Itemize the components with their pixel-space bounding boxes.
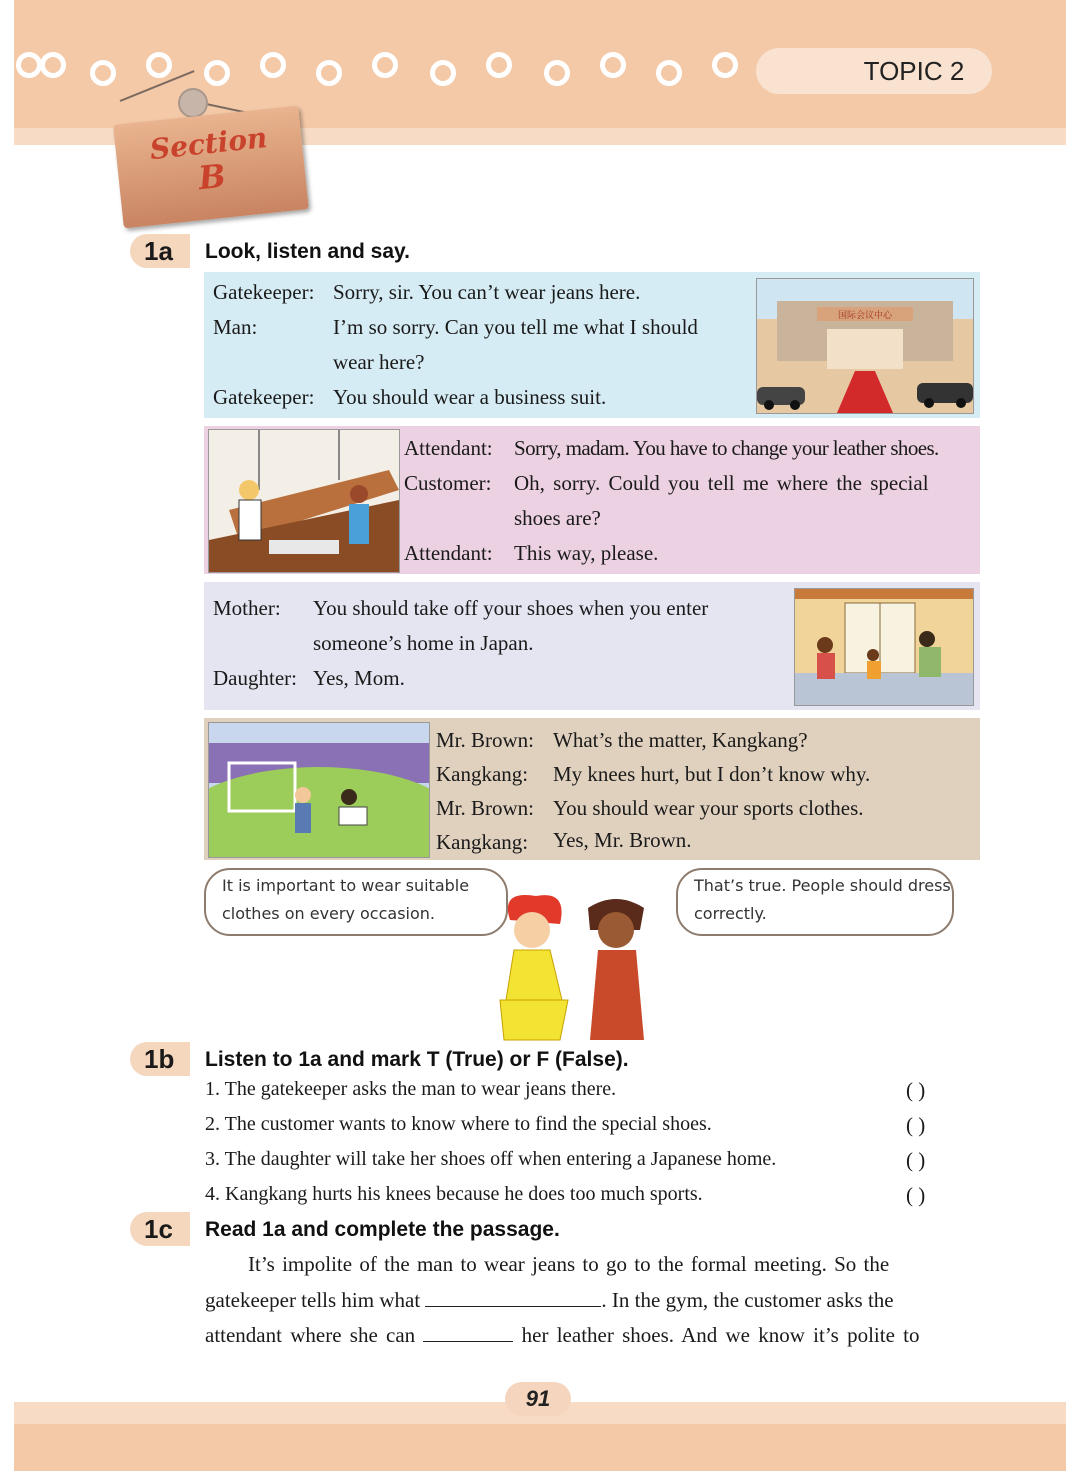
speaker: Attendant: (404, 436, 493, 460)
speaker: Mr. Brown: (436, 728, 535, 752)
passage-line: gatekeeper tells him what . In the gym, the customer asks the (205, 1288, 894, 1312)
section-word: Section (148, 121, 269, 167)
fill-blank[interactable] (425, 1288, 601, 1307)
passage-line: attendant where she can her leather shoes. And we know it’s polite to (205, 1323, 920, 1347)
dialog-line: shoes are? (514, 506, 601, 530)
speech-bubble-right: That’s true. People should dress correctly. (676, 868, 954, 936)
speaker: Attendant: (404, 541, 493, 565)
activity-tag-1c: 1c (130, 1212, 190, 1246)
pin-icon (178, 88, 208, 118)
dialog-line: My knees hurt, but I don’t know why. (553, 762, 871, 786)
dialog-box-4 (204, 718, 980, 860)
tf-item: 3. The daughter will take her shoes off when entering a Japanese home. (205, 1148, 777, 1170)
dialog-line: Yes, Mom. (313, 666, 405, 690)
dialog-line: What’s the matter, Kangkang? (553, 728, 808, 752)
dialog-line: Sorry, madam. You have to change your leather shoes. (514, 436, 939, 460)
shoe-shop-illustration (208, 429, 400, 573)
speaker: Mother: (213, 596, 281, 620)
girls-illustration (440, 890, 700, 1042)
activity-title-1a: Look, listen and say. (205, 240, 410, 263)
dialog-line: You should wear a business suit. (333, 385, 607, 409)
activity-tag-1a: 1a (130, 234, 190, 268)
activity-title-1c: Read 1a and complete the passage. (205, 1218, 560, 1241)
speaker: Kangkang: (436, 830, 529, 854)
dialog-line: You should take off your shoes when you enter (313, 596, 709, 620)
stadium-illustration (208, 722, 430, 858)
tf-item: 4. Kangkang hurts his knees because he does too much sports. (205, 1183, 703, 1205)
dialog-box-2 (204, 426, 980, 574)
activity-tag-1b: 1b (130, 1042, 190, 1076)
section-letter: B (196, 156, 228, 198)
dialog-line: You should wear your sports clothes. (553, 796, 864, 820)
tf-item: 1. The gatekeeper asks the man to wear jeans there. (205, 1078, 617, 1100)
dialog-line: someone’s home in Japan. (313, 631, 534, 655)
speaker: Man: (213, 315, 258, 339)
dialog-line: Yes, Mr. Brown. (553, 828, 692, 852)
topic-label: TOPIC 2 (756, 48, 992, 94)
dialog-box-3 (204, 582, 980, 710)
dialog-line: Sorry, sir. You can’t wear jeans here. (333, 280, 641, 304)
section-sign (113, 106, 309, 229)
dialog-box-1 (204, 272, 980, 418)
dialog-line: wear here? (333, 350, 425, 374)
tf-item: 2. The customer wants to know where to find the special shoes. (205, 1113, 712, 1135)
page-number: 91 (505, 1382, 571, 1416)
speaker: Gatekeeper: (213, 280, 315, 304)
speaker: Mr. Brown: (436, 796, 535, 820)
answer-blank[interactable]: ( ) (906, 1148, 926, 1172)
speaker: Gatekeeper: (213, 385, 315, 409)
speech-bubble-left: It is important to wear suitable clothes on every occasion. (204, 868, 508, 936)
building-sign: 国际会议中心 (837, 311, 893, 321)
passage-line: It’s impolite of the man to wear jeans to go to the formal meeting. So the (248, 1252, 890, 1276)
speaker: Kangkang: (436, 762, 529, 786)
conference-center-illustration (756, 278, 974, 414)
speaker: Customer: (404, 471, 492, 495)
activity-title-1b: Listen to 1a and mark T (True) or F (False). (205, 1048, 629, 1071)
speaker: Daughter: (213, 666, 297, 690)
answer-blank[interactable]: ( ) (906, 1113, 926, 1137)
answer-blank[interactable]: ( ) (906, 1183, 926, 1207)
fill-blank[interactable] (423, 1323, 513, 1342)
dialog-line: I’m so sorry. Can you tell me what I should (333, 315, 698, 339)
dialog-line: This way, please. (514, 541, 659, 565)
dialog-line: Oh, sorry. Could you tell me where the special (514, 471, 929, 495)
japanese-home-illustration (794, 588, 974, 706)
answer-blank[interactable]: ( ) (906, 1078, 926, 1102)
